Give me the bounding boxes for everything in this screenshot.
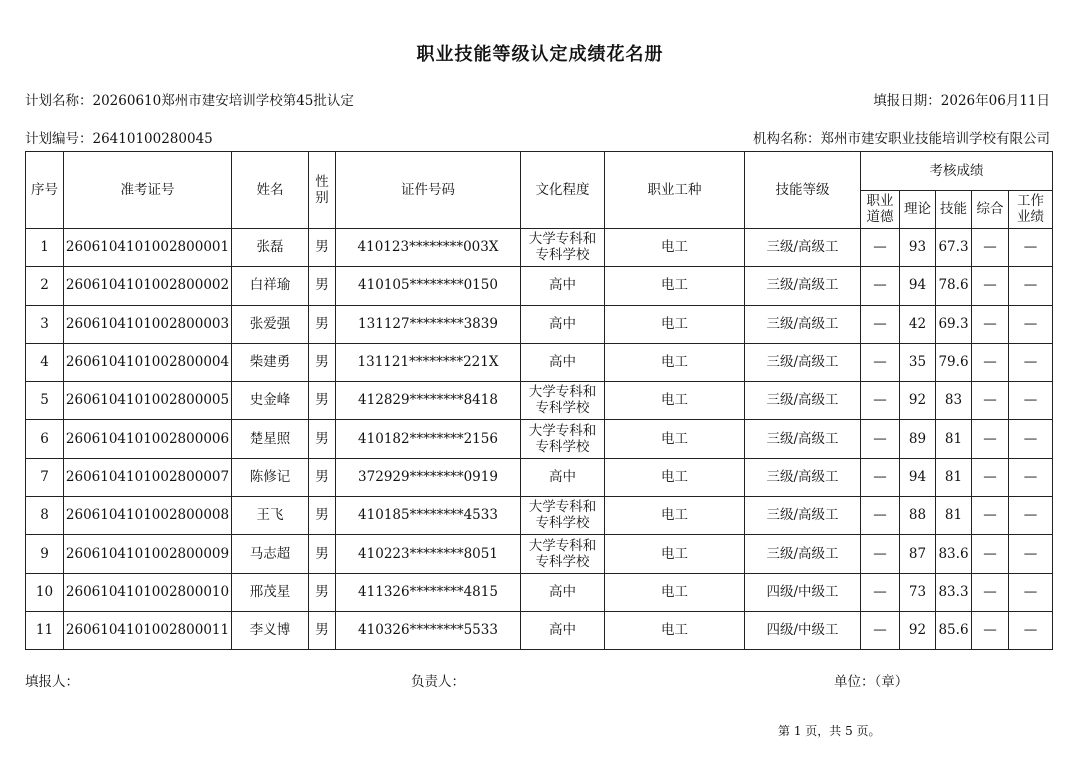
overall-value: —	[983, 430, 997, 447]
cell-ticket-number: 2606104101002800011	[64, 611, 232, 649]
cell-ethics	[861, 343, 900, 381]
cell-seq: 1	[26, 229, 64, 267]
table-row	[26, 611, 1053, 649]
cell-ticket-number: 2606104101002800004	[64, 343, 232, 381]
header-work-line1: 工作	[1017, 193, 1044, 209]
cell-occupation: 电工	[605, 343, 745, 381]
cell-ethics	[861, 535, 900, 573]
cell-theory: 87	[900, 535, 936, 573]
cell-education	[521, 458, 605, 496]
table-row	[26, 497, 1053, 535]
cell-skill: 85.6	[936, 611, 972, 649]
education-line2: 专科学校	[535, 400, 590, 417]
cell-skill-level: 三级/高级工	[745, 267, 861, 305]
header-scores-group: 考核成绩	[861, 152, 1053, 191]
cell-name: 王飞	[232, 497, 309, 535]
fill-date-value: 2026年06月11日	[940, 93, 1050, 109]
cell-skill: 83.3	[936, 573, 972, 611]
cell-gender: 男	[309, 535, 336, 573]
ethics-value: —	[873, 583, 887, 600]
header-skill: 技能	[936, 191, 972, 229]
cell-gender: 男	[309, 573, 336, 611]
ethics-value: —	[873, 392, 887, 409]
fill-date-line	[873, 89, 1050, 109]
education-line1: 大学专科和	[528, 499, 597, 516]
education-line1: 大学专科和	[528, 422, 597, 439]
cell-seq: 4	[26, 343, 64, 381]
ethics-value: —	[873, 239, 887, 256]
header-ethics-line1: 职业	[866, 193, 894, 209]
education-value: 高中	[549, 622, 576, 639]
cell-name: 柴建勇	[232, 343, 309, 381]
work-value: —	[1023, 507, 1038, 524]
cell-name: 史金峰	[232, 382, 309, 420]
ethics-value: —	[873, 468, 887, 485]
ethics-value: —	[873, 507, 887, 524]
overall-value: —	[983, 583, 997, 600]
cell-theory: 94	[900, 458, 936, 496]
cell-education	[521, 305, 605, 343]
plan-no-value: 26410100280045	[92, 131, 213, 147]
education-line2: 专科学校	[535, 438, 590, 455]
cell-ethics	[861, 305, 900, 343]
cell-education	[521, 267, 605, 305]
cell-theory: 42	[900, 305, 936, 343]
cell-id-number: 410326********5533	[336, 611, 521, 649]
education-value: 高中	[549, 468, 576, 485]
table-row	[26, 343, 1053, 381]
ethics-value: —	[873, 545, 887, 562]
cell-skill-level: 三级/高级工	[745, 535, 861, 573]
cell-gender: 男	[309, 305, 336, 343]
cell-ticket-number: 2606104101002800005	[64, 382, 232, 420]
overall-value: —	[983, 507, 997, 524]
table-body	[26, 229, 1053, 650]
cell-seq: 7	[26, 458, 64, 496]
org-name-value: 郑州市建安职业技能培训学校有限公司	[820, 131, 1050, 147]
cell-overall	[972, 573, 1009, 611]
cell-seq: 11	[26, 611, 64, 649]
cell-skill-level: 三级/高级工	[745, 382, 861, 420]
cell-work-performance	[1009, 458, 1053, 496]
cell-skill: 78.6	[936, 267, 972, 305]
cell-seq: 3	[26, 305, 64, 343]
plan-name-value: 20260610郑州市建安培训学校第45批认定	[92, 93, 354, 109]
education-line1: 大学专科和	[528, 537, 597, 554]
table-row	[26, 267, 1053, 305]
cell-overall	[972, 420, 1009, 458]
cell-skill: 69.3	[936, 305, 972, 343]
education-value: 高中	[549, 315, 576, 332]
cell-name: 张爱强	[232, 305, 309, 343]
cell-occupation: 电工	[605, 229, 745, 267]
cell-name: 张磊	[232, 229, 309, 267]
cell-ethics	[861, 229, 900, 267]
cell-education	[521, 535, 605, 573]
plan-no-line	[25, 127, 213, 147]
cell-seq: 9	[26, 535, 64, 573]
cell-id-number: 410223********8051	[336, 535, 521, 573]
work-value: —	[1023, 430, 1038, 447]
work-value: —	[1023, 239, 1038, 256]
cell-overall	[972, 382, 1009, 420]
document-title: 职业技能等级认定成绩花名册	[416, 44, 664, 65]
header-ethics-line2: 道德	[866, 209, 894, 225]
cell-ethics	[861, 458, 900, 496]
cell-work-performance	[1009, 420, 1053, 458]
overall-value: —	[983, 354, 997, 371]
education-line1: 大学专科和	[528, 384, 597, 401]
work-value: —	[1023, 622, 1038, 639]
work-value: —	[1023, 583, 1038, 600]
cell-seq: 2	[26, 267, 64, 305]
cell-ethics	[861, 497, 900, 535]
cell-skill: 81	[936, 420, 972, 458]
header-education: 文化程度	[521, 152, 605, 229]
cell-seq: 10	[26, 573, 64, 611]
cell-id-number: 372929********0919	[336, 458, 521, 496]
cell-name: 邢茂星	[232, 573, 309, 611]
cell-theory: 93	[900, 229, 936, 267]
cell-occupation: 电工	[605, 267, 745, 305]
cell-name: 马志超	[232, 535, 309, 573]
table-row	[26, 229, 1053, 267]
cell-gender: 男	[309, 497, 336, 535]
cell-overall	[972, 611, 1009, 649]
cell-theory: 92	[900, 382, 936, 420]
cell-id-number: 410185********4533	[336, 497, 521, 535]
table-row	[26, 458, 1053, 496]
header-gender-line2: 别	[315, 189, 329, 206]
table-row	[26, 382, 1053, 420]
header-ticket-number: 准考证号	[64, 152, 232, 229]
cell-work-performance	[1009, 573, 1053, 611]
cell-gender: 男	[309, 611, 336, 649]
cell-education	[521, 497, 605, 535]
org-name-line	[753, 127, 1050, 147]
cell-overall	[972, 497, 1009, 535]
cell-ticket-number: 2606104101002800001	[64, 229, 232, 267]
cell-id-number: 131127********3839	[336, 305, 521, 343]
cell-work-performance	[1009, 267, 1053, 305]
overall-value: —	[983, 468, 997, 485]
header-name: 姓名	[232, 152, 309, 229]
overall-value: —	[983, 277, 997, 294]
cell-education	[521, 343, 605, 381]
cell-skill: 81	[936, 497, 972, 535]
cell-gender: 男	[309, 382, 336, 420]
cell-name: 白祥瑜	[232, 267, 309, 305]
cell-ticket-number: 2606104101002800003	[64, 305, 232, 343]
cell-skill-level: 三级/高级工	[745, 229, 861, 267]
work-value: —	[1023, 354, 1038, 371]
table-row	[26, 420, 1053, 458]
header-ethics	[861, 191, 900, 229]
cell-overall	[972, 458, 1009, 496]
education-value: 高中	[549, 583, 576, 600]
cell-occupation: 电工	[605, 305, 745, 343]
cell-gender: 男	[309, 420, 336, 458]
cell-skill-level: 三级/高级工	[745, 343, 861, 381]
header-skill-level: 技能等级	[745, 152, 861, 229]
cell-education	[521, 611, 605, 649]
cell-occupation: 电工	[605, 611, 745, 649]
cell-ticket-number: 2606104101002800006	[64, 420, 232, 458]
cell-skill: 83.6	[936, 535, 972, 573]
cell-overall	[972, 267, 1009, 305]
table-header-row	[26, 152, 1053, 191]
work-value: —	[1023, 392, 1038, 409]
cell-work-performance	[1009, 611, 1053, 649]
cell-skill-level: 四级/中级工	[745, 573, 861, 611]
cell-work-performance	[1009, 535, 1053, 573]
header-overall: 综合	[972, 191, 1009, 229]
leader-label: 负责人：	[411, 674, 465, 690]
work-value: —	[1023, 468, 1038, 485]
cell-ticket-number: 2606104101002800010	[64, 573, 232, 611]
cell-id-number: 410182********2156	[336, 420, 521, 458]
cell-theory: 73	[900, 573, 936, 611]
cell-occupation: 电工	[605, 382, 745, 420]
cell-work-performance	[1009, 343, 1053, 381]
header-gender	[309, 152, 336, 229]
plan-name-line	[25, 89, 354, 109]
education-line2: 专科学校	[535, 553, 590, 570]
cell-overall	[972, 535, 1009, 573]
cell-skill: 83	[936, 382, 972, 420]
cell-occupation: 电工	[605, 458, 745, 496]
cell-theory: 88	[900, 497, 936, 535]
overall-value: —	[983, 545, 997, 562]
work-value: —	[1023, 545, 1038, 562]
cell-overall	[972, 229, 1009, 267]
overall-value: —	[983, 392, 997, 409]
plan-name-label: 计划名称：	[25, 93, 93, 109]
header-gender-line1: 性	[315, 173, 329, 190]
cell-theory: 92	[900, 611, 936, 649]
cell-ticket-number: 2606104101002800007	[64, 458, 232, 496]
work-value: —	[1023, 277, 1038, 294]
ethics-value: —	[873, 430, 887, 447]
cell-overall	[972, 343, 1009, 381]
cell-ticket-number: 2606104101002800009	[64, 535, 232, 573]
cell-gender: 男	[309, 267, 336, 305]
work-value: —	[1023, 315, 1038, 332]
cell-ethics	[861, 573, 900, 611]
cell-education	[521, 229, 605, 267]
overall-value: —	[983, 622, 997, 639]
plan-no-label: 计划编号：	[25, 131, 93, 147]
cell-occupation: 电工	[605, 497, 745, 535]
fill-date-label: 填报日期：	[873, 93, 941, 109]
org-name-label: 机构名称：	[753, 131, 821, 147]
cell-ethics	[861, 267, 900, 305]
cell-name: 楚星照	[232, 420, 309, 458]
cell-skill-level: 三级/高级工	[745, 497, 861, 535]
cell-theory: 94	[900, 267, 936, 305]
cell-occupation: 电工	[605, 573, 745, 611]
cell-gender: 男	[309, 229, 336, 267]
education-line1: 大学专科和	[528, 231, 597, 248]
cell-seq: 8	[26, 497, 64, 535]
cell-theory: 35	[900, 343, 936, 381]
cell-gender: 男	[309, 458, 336, 496]
header-theory: 理论	[900, 191, 936, 229]
cell-skill-level: 四级/中级工	[745, 611, 861, 649]
cell-occupation: 电工	[605, 535, 745, 573]
cell-skill-level: 三级/高级工	[745, 305, 861, 343]
cell-ethics	[861, 611, 900, 649]
header-work-line2: 业绩	[1017, 209, 1044, 225]
header-work-performance	[1009, 191, 1053, 229]
score-roster-table	[25, 151, 1053, 650]
cell-work-performance	[1009, 305, 1053, 343]
cell-theory: 89	[900, 420, 936, 458]
cell-skill: 67.3	[936, 229, 972, 267]
cell-overall	[972, 305, 1009, 343]
ethics-value: —	[873, 277, 887, 294]
cell-name: 李义博	[232, 611, 309, 649]
cell-skill: 81	[936, 458, 972, 496]
overall-value: —	[983, 239, 997, 256]
header-occupation: 职业工种	[605, 152, 745, 229]
education-line2: 专科学校	[535, 247, 590, 264]
table-row	[26, 573, 1053, 611]
cell-skill-level: 三级/高级工	[745, 420, 861, 458]
education-value: 高中	[549, 277, 576, 294]
cell-seq: 6	[26, 420, 64, 458]
header-seq: 序号	[26, 152, 64, 229]
filler-label: 填报人：	[25, 674, 79, 690]
cell-skill: 79.6	[936, 343, 972, 381]
education-value: 高中	[549, 354, 576, 371]
cell-id-number: 412829********8418	[336, 382, 521, 420]
cell-seq: 5	[26, 382, 64, 420]
cell-ethics	[861, 382, 900, 420]
ethics-value: —	[873, 315, 887, 332]
cell-education	[521, 382, 605, 420]
cell-id-number: 410105********0150	[336, 267, 521, 305]
overall-value: —	[983, 315, 997, 332]
page-indicator: 第 1 页，共 5 页。	[778, 724, 881, 738]
table-row	[26, 535, 1053, 573]
cell-name: 陈修记	[232, 458, 309, 496]
cell-occupation: 电工	[605, 420, 745, 458]
education-line2: 专科学校	[535, 515, 590, 532]
cell-work-performance	[1009, 229, 1053, 267]
cell-education	[521, 420, 605, 458]
ethics-value: —	[873, 354, 887, 371]
cell-gender: 男	[309, 343, 336, 381]
cell-id-number: 131121********221X	[336, 343, 521, 381]
table-row	[26, 305, 1053, 343]
cell-id-number: 410123********003X	[336, 229, 521, 267]
cell-work-performance	[1009, 382, 1053, 420]
cell-education	[521, 573, 605, 611]
cell-work-performance	[1009, 497, 1053, 535]
cell-ethics	[861, 420, 900, 458]
cell-id-number: 411326********4815	[336, 573, 521, 611]
unit-stamp-label: 单位：（章）	[834, 674, 909, 690]
header-id-number: 证件号码	[336, 152, 521, 229]
cell-ticket-number: 2606104101002800002	[64, 267, 232, 305]
cell-skill-level: 三级/高级工	[745, 458, 861, 496]
ethics-value: —	[873, 622, 887, 639]
cell-ticket-number: 2606104101002800008	[64, 497, 232, 535]
